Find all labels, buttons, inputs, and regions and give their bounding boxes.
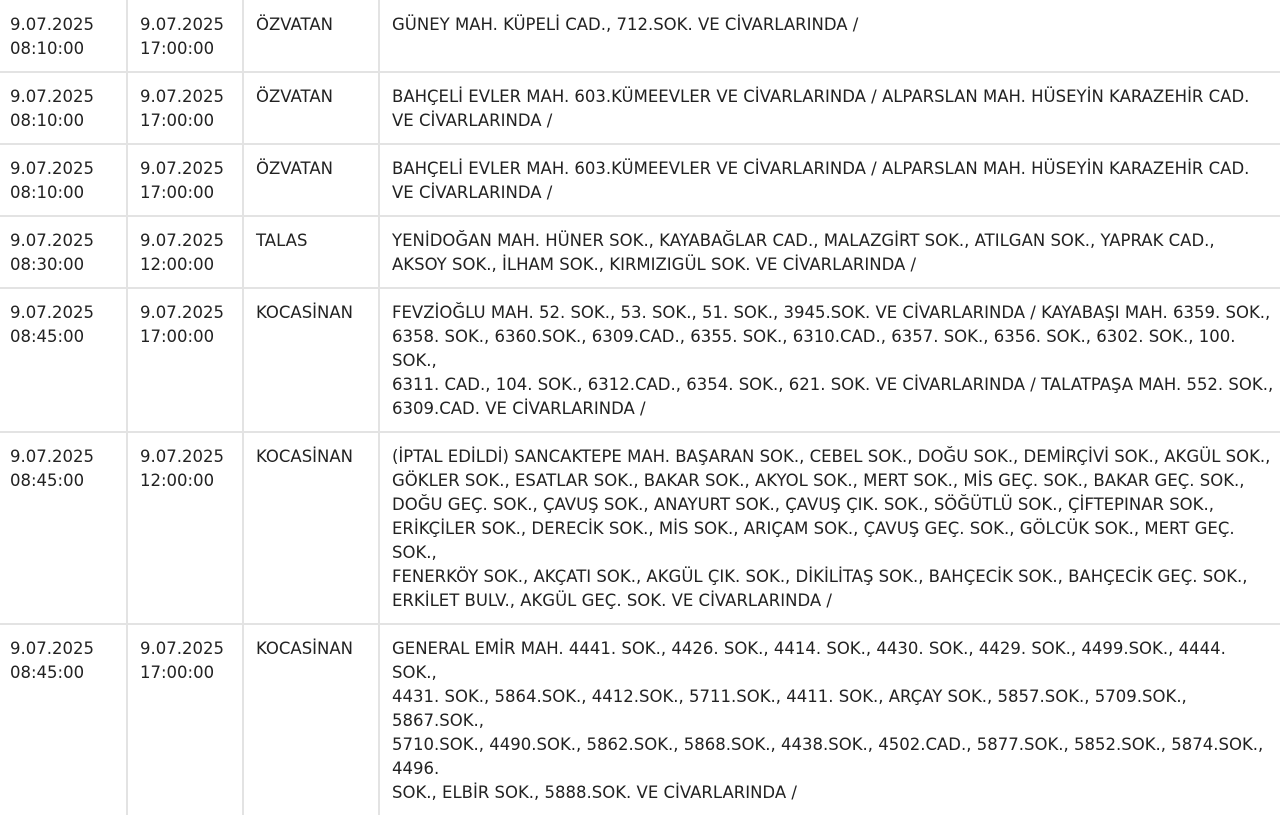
table-row	[0, 144, 1280, 216]
end-date: 9.07.2025	[140, 87, 224, 106]
table-row	[0, 216, 1280, 288]
table-row	[0, 624, 1280, 815]
end-time: 17:00:00	[140, 39, 215, 58]
end-datetime-cell	[127, 144, 243, 216]
district-cell: ÖZVATAN	[243, 144, 379, 216]
start-datetime-cell	[0, 0, 127, 72]
start-date: 9.07.2025	[10, 159, 94, 178]
district-cell: KOCASİNAN	[243, 432, 379, 624]
end-datetime-cell	[127, 432, 243, 624]
end-datetime-cell	[127, 624, 243, 815]
end-date: 9.07.2025	[140, 231, 224, 250]
table-row	[0, 72, 1280, 144]
end-datetime-cell	[127, 72, 243, 144]
end-date: 9.07.2025	[140, 159, 224, 178]
district-cell: ÖZVATAN	[243, 0, 379, 72]
start-datetime-cell	[0, 432, 127, 624]
end-time: 17:00:00	[140, 327, 215, 346]
start-date: 9.07.2025	[10, 447, 94, 466]
end-date: 9.07.2025	[140, 639, 224, 658]
district-cell: KOCASİNAN	[243, 624, 379, 815]
start-date: 9.07.2025	[10, 231, 94, 250]
start-time: 08:10:00	[10, 39, 85, 58]
district-cell: TALAS	[243, 216, 379, 288]
end-time: 12:00:00	[140, 471, 215, 490]
start-time: 08:10:00	[10, 183, 85, 202]
start-date: 9.07.2025	[10, 303, 94, 322]
end-time: 12:00:00	[140, 255, 215, 274]
end-datetime-cell	[127, 0, 243, 72]
start-time: 08:30:00	[10, 255, 85, 274]
end-date: 9.07.2025	[140, 15, 224, 34]
start-time: 08:10:00	[10, 111, 85, 130]
end-time: 17:00:00	[140, 111, 215, 130]
start-date: 9.07.2025	[10, 639, 94, 658]
district-cell: KOCASİNAN	[243, 288, 379, 432]
address-cell: GÜNEY MAH. KÜPELİ CAD., 712.SOK. VE CİVARLARINDA /	[379, 0, 1280, 72]
end-date: 9.07.2025	[140, 303, 224, 322]
end-datetime-cell	[127, 216, 243, 288]
start-time: 08:45:00	[10, 327, 85, 346]
end-time: 17:00:00	[140, 183, 215, 202]
table-row	[0, 288, 1280, 432]
start-date: 9.07.2025	[10, 15, 94, 34]
start-time: 08:45:00	[10, 471, 85, 490]
address-cell: GENERAL EMİR MAH. 4441. SOK., 4426. SOK., 4414. SOK., 4430. SOK., 4429. SOK., 4499.SOK., 4444. SOK., 4431. SOK., 5864.SOK., 4412.SOK., 5711.SOK., 4411. SOK., ARÇAY SOK., 5857.SOK., 5709.SOK., 5867.SOK., 5710.SOK., 4490.SOK., 5862.SOK., 5868.SOK., 4438.SOK., 4502.CAD., 5877.SOK., 5852.SOK., 5874.SOK., 4496. SOK., ELBİR SOK., 5888.SOK. VE CİVARLARINDA /	[392, 639, 1264, 802]
address-cell: BAHÇELİ EVLER MAH. 603.KÜMEEVLER VE CİVARLARINDA / ALPARSLAN MAH. HÜSEYİN KARAZEHİR CAD. VE CİVARLARINDA /	[379, 144, 1280, 216]
end-time: 17:00:00	[140, 663, 215, 682]
start-date: 9.07.2025	[10, 87, 94, 106]
address-cell: YENİDOĞAN MAH. HÜNER SOK., KAYABAĞLAR CAD., MALAZGİRT SOK., ATILGAN SOK., YAPRAK CAD., AKSOY SOK., İLHAM SOK., KIRMIZIGÜL SOK. VE CİVARLARINDA /	[379, 216, 1280, 288]
start-datetime-cell	[0, 72, 127, 144]
start-datetime-cell	[0, 216, 127, 288]
address-cell: BAHÇELİ EVLER MAH. 603.KÜMEEVLER VE CİVARLARINDA / ALPARSLAN MAH. HÜSEYİN KARAZEHİR CAD. VE CİVARLARINDA /	[379, 72, 1280, 144]
end-date: 9.07.2025	[140, 447, 224, 466]
start-datetime-cell	[0, 624, 127, 815]
start-time: 08:45:00	[10, 663, 85, 682]
district-cell: ÖZVATAN	[243, 72, 379, 144]
address-cell: (İPTAL EDİLDİ) SANCAKTEPE MAH. BAŞARAN SOK., CEBEL SOK., DOĞU SOK., DEMİRÇİVİ SOK., AKGÜL SOK., GÖKLER SOK., ESATLAR SOK., BAKAR SOK., AKYOL SOK., MERT SOK., MİS GEÇ. SOK., BAKAR GEÇ. SOK., DOĞU GEÇ. SOK., ÇAVUŞ SOK., ANAYURT SOK., ÇAVUŞ ÇIK. SOK., SÖĞÜTLÜ SOK., ÇİFTEPINAR SOK., ERİKÇİLER SOK., DERECİK SOK., MİS SOK., ARIÇAM SOK., ÇAVUŞ GEÇ. SOK., GÖLCÜK SOK., MERT GEÇ. SOK., FENERKÖY SOK., AKÇATI SOK., AKGÜL ÇIK. SOK., DİKİLİTAŞ SOK., BAHÇECİK SOK., BAHÇECİK GEÇ. SOK., ERKİLET BULV., AKGÜL GEÇ. SOK. VE CİVARLARINDA /	[379, 432, 1280, 624]
start-datetime-cell	[0, 288, 127, 432]
table-row	[0, 0, 1280, 72]
end-datetime-cell	[127, 288, 243, 432]
address-cell: FEVZİOĞLU MAH. 52. SOK., 53. SOK., 51. SOK., 3945.SOK. VE CİVARLARINDA / KAYABAŞI MAH. 6359. SOK., 6358. SOK., 6360.SOK., 6309.CAD., 6355. SOK., 6310.CAD., 6357. SOK., 6356. SOK., 6302. SOK., 100. SOK., 6311. CAD., 104. SOK., 6312.CAD., 6354. SOK., 621. SOK. VE CİVARLARINDA / TALATPAŞA MAH. 552. SOK., 6309.CAD. VE CİVARLARINDA /	[379, 288, 1280, 432]
table-row	[0, 432, 1280, 624]
start-datetime-cell	[0, 144, 127, 216]
